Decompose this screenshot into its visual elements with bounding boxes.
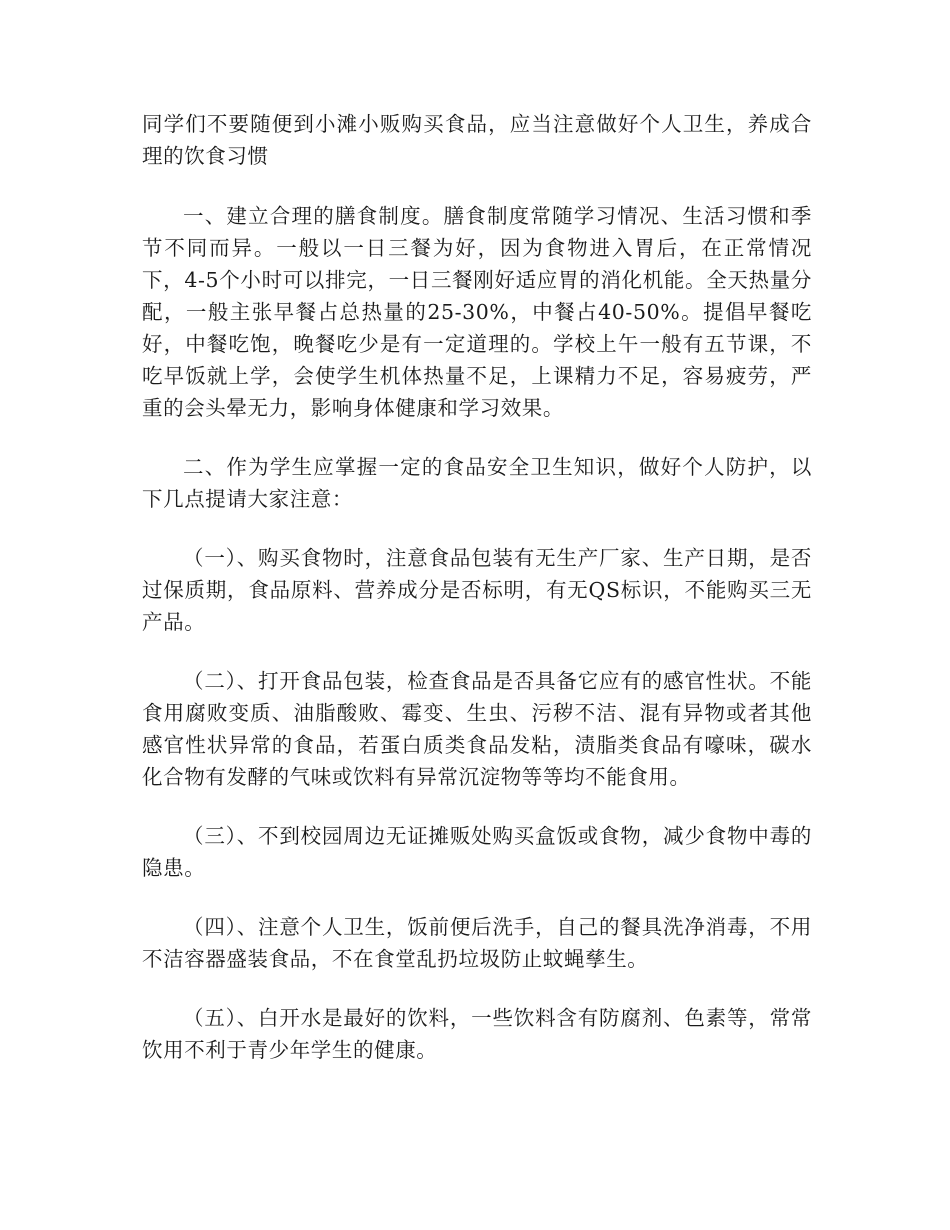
section-two-paragraph: 二、作为学生应掌握一定的食品安全卫生知识，做好个人防护，以下几点提请大家注意： — [142, 455, 812, 511]
intro-paragraph: 同学们不要随便到小滩小贩购买食品，应当注意做好个人卫生，养成合理的饮食习惯 — [142, 112, 812, 168]
item-four-paragraph: （四）、注意个人卫生，饭前便后洗手，自己的餐具洗净消毒，不用不洁容器盛装食品，不在食堂乱扔垃圾防止蚊蝇孳生。 — [142, 915, 812, 971]
item-one-paragraph: （一）、购买食物时，注意食品包装有无生产厂家、生产日期，是否过保质期，食品原料、营养成分是否标明，有无QS标识，不能购买三无产品。 — [142, 546, 812, 634]
item-five-paragraph: （五）、白开水是最好的饮料，一些饮料含有防腐剂、色素等，常常饮用不利于青少年学生的健康。 — [142, 1006, 812, 1062]
document-body — [142, 108, 812, 1093]
section-one-paragraph: 一、建立合理的膳食制度。膳食制度常随学习情况、生活习惯和季节不同而异。一般以一日三餐为好，因为食物进入胃后，在正常情况下，4-5个小时可以排完，一日三餐刚好适应胃的消化机能。全天热量分配，一般主张早餐占总热量的25-30%，中餐占40-50%。提倡早餐吃好，中餐吃饱，晚餐吃少是有一定道理的。学校上午一般有五节课，不吃早饭就上学，会使学生机体热量不足，上课精力不足，容易疲劳，严重的会头晕无力，影响身体健康和学习效果。 — [142, 204, 812, 420]
item-two-paragraph: （二）、打开食品包装，检查食品是否具备它应有的感官性状。不能食用腐败变质、油脂酸败、霉变、生虫、污秽不洁、混有异物或者其他感官性状异常的食品，若蛋白质类食品发粘，渍脂类食品有嚎味，碳水化合物有发酵的气味或饮料有异常沉淀物等等均不能食用。 — [142, 669, 812, 789]
item-three-paragraph: （三）、不到校园周边无证摊贩处购买盒饭或食物，减少食物中毒的隐患。 — [142, 824, 812, 880]
